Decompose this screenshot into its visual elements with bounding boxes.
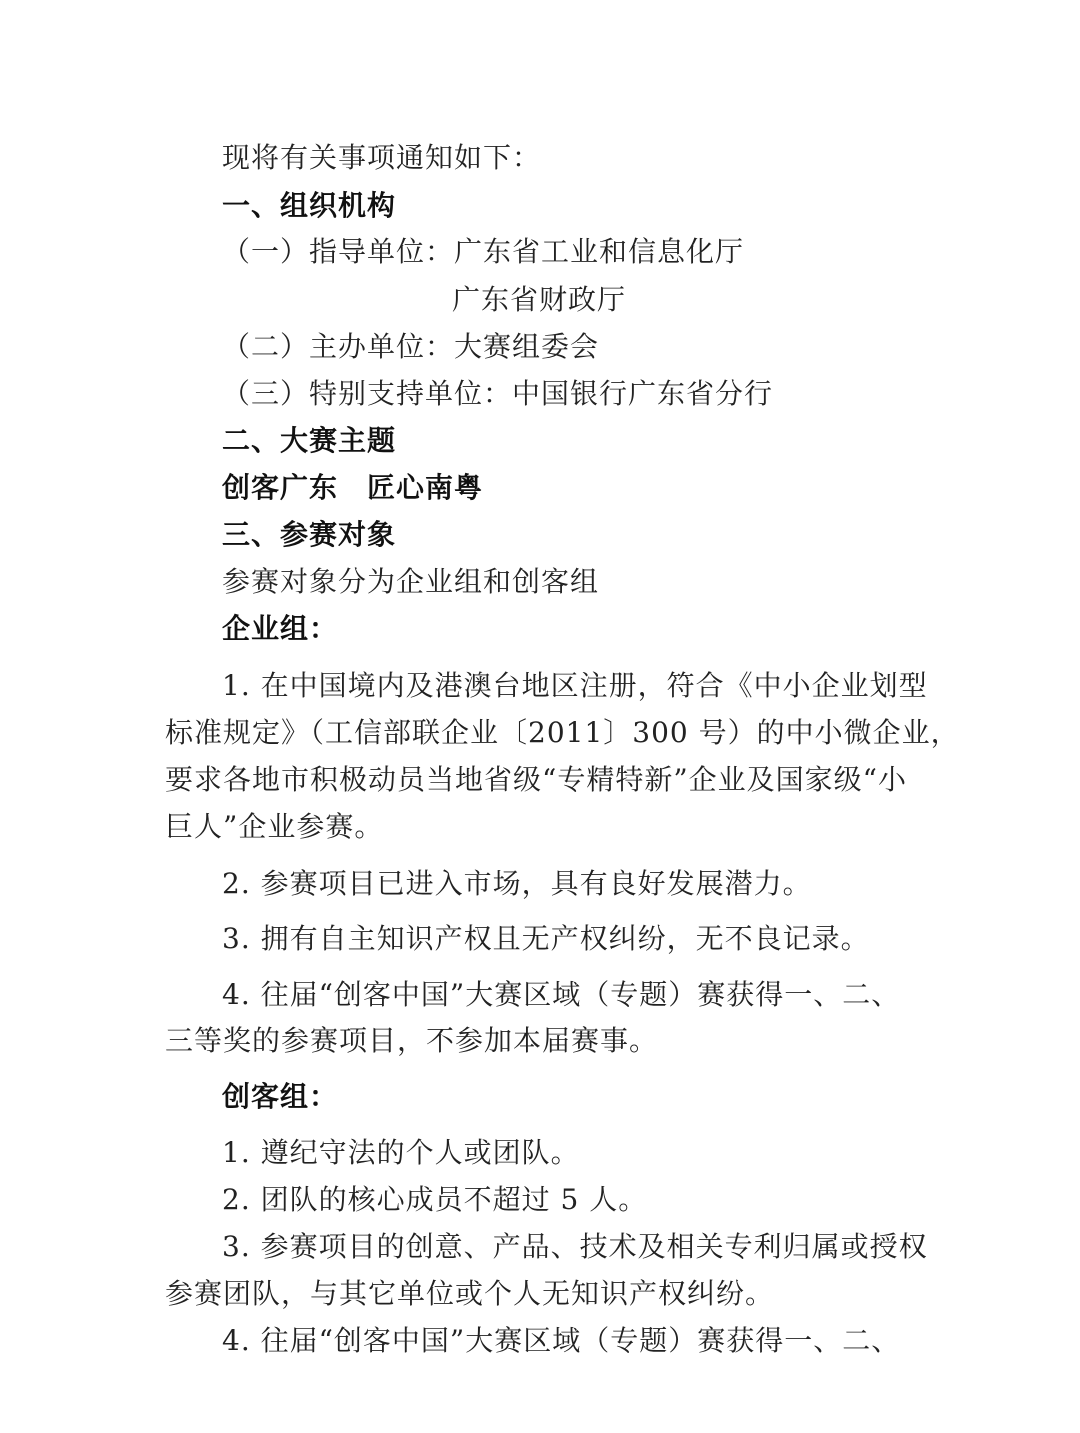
enterprise-group-heading: 企业组： <box>222 612 339 645</box>
guide-unit-line-2: 广东省财政厅 <box>452 283 627 316</box>
enterprise-item-1-line-3: 要求各地市积极动员当地省级“专精特新”企业及国家级“小 <box>165 763 907 796</box>
enterprise-item-1-line-4: 巨人”企业参赛。 <box>165 810 384 843</box>
support-unit-line: （三）特别支持单位：中国银行广东省分行 <box>222 377 774 410</box>
enterprise-item-2: 2. 参赛项目已进入市场，具有良好发展潜力。 <box>222 867 812 900</box>
enterprise-item-1-line-2: 标准规定》（工信部联企业〔2011〕300 号）的中小微企业， <box>165 716 960 749</box>
guide-unit-line: （一）指导单位：广东省工业和信息化厅 <box>222 235 745 268</box>
enterprise-item-1-line-1: 1. 在中国境内及港澳台地区注册，符合《中小企业划型 <box>222 669 928 702</box>
maker-item-3-line-1: 3. 参赛项目的创意、产品、技术及相关专利归属或授权 <box>222 1230 928 1263</box>
host-unit-line: （二）主办单位：大赛组委会 <box>222 330 600 363</box>
section-heading-theme: 二、大赛主题 <box>222 424 397 457</box>
theme-text: 创客广东 匠心南粤 <box>222 471 484 504</box>
intro-text: 现将有关事项通知如下： <box>222 141 542 174</box>
target-text: 参赛对象分为企业组和创客组 <box>222 565 600 598</box>
maker-group-heading: 创客组： <box>222 1080 339 1113</box>
maker-item-1: 1. 遵纪守法的个人或团队。 <box>222 1136 580 1169</box>
enterprise-item-4-line-1: 4. 往届“创客中国”大赛区域（专题）赛获得一、二、 <box>222 978 901 1011</box>
maker-item-3-line-2: 参赛团队，与其它单位或个人无知识产权纠纷。 <box>165 1277 775 1310</box>
enterprise-item-3: 3. 拥有自主知识产权且无产权纠纷，无不良记录。 <box>222 922 870 955</box>
maker-item-4-line-1: 4. 往届“创客中国”大赛区域（专题）赛获得一、二、 <box>222 1324 901 1357</box>
section-heading-organization: 一、组织机构 <box>222 189 397 222</box>
section-heading-target: 三、参赛对象 <box>222 518 397 551</box>
maker-item-2: 2. 团队的核心成员不超过 5 人。 <box>222 1183 648 1216</box>
enterprise-item-4-line-2: 三等奖的参赛项目，不参加本届赛事。 <box>165 1024 659 1057</box>
